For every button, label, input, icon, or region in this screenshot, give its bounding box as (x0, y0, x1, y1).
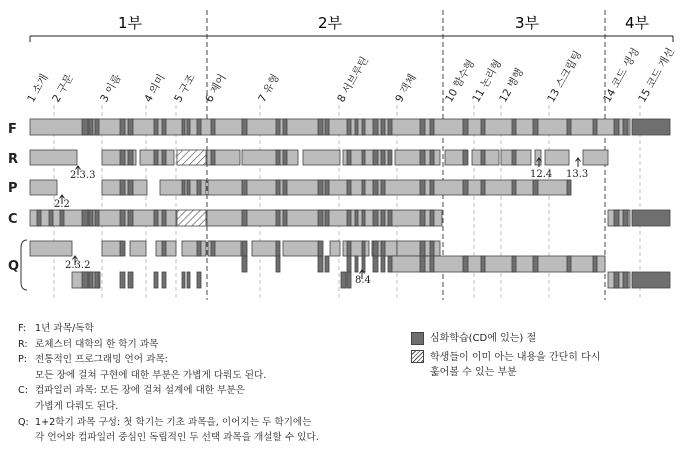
row-q-middle-advanced-segment (325, 256, 329, 272)
legend-text: 모든 장에 걸쳐 구현에 대한 부분은 가볍게 다뤄도 된다. (35, 369, 267, 381)
part-label-4: 4부 (624, 14, 650, 32)
row-f-advanced-segment (128, 119, 133, 135)
row-c-advanced-segment (154, 210, 158, 226)
annotation-12-4: 12.4 (530, 169, 553, 180)
row-c-advanced-segment (355, 210, 358, 226)
row-f-advanced-segment (82, 119, 88, 135)
row-q-middle-advanced-segment (567, 256, 571, 272)
row-f-advanced-segment (197, 119, 201, 135)
row-f-advanced-segment (567, 119, 571, 135)
chapter-label-9: 9 객체 (393, 72, 419, 105)
q-row-brace (21, 240, 27, 290)
row-q-lower-advanced-segment (154, 272, 158, 288)
row-q-middle-advanced-segment (463, 256, 468, 272)
row-c-advanced-segment (362, 210, 365, 226)
row-c-advanced-segment (430, 210, 434, 226)
part-label-3: 3부 (514, 14, 540, 32)
chapter-label-12: 12 병행 (497, 66, 527, 105)
row-c-advanced-segment (49, 210, 53, 226)
row-q-lower-advanced-segment (89, 272, 93, 288)
row-q-upper-segment (30, 241, 72, 256)
row-r-advanced-segment (347, 150, 351, 165)
chapter-label-1: 1 소개 (25, 72, 51, 105)
row-q-middle-advanced-segment (512, 256, 516, 272)
row-r-advanced-segment (211, 150, 215, 165)
legend-text: 전통적인 프로그래밍 언어 과목: (35, 354, 168, 366)
legend-key: R: (18, 338, 28, 350)
row-f-advanced-segment (154, 119, 158, 135)
row-f-advanced-segment (242, 119, 247, 135)
legend-row (18, 337, 398, 353)
row-c-advanced-segment (162, 210, 166, 226)
row-p-advanced-segment (347, 180, 351, 195)
row-p-advanced-segment (567, 180, 571, 195)
row-q-upper-segment (283, 241, 319, 256)
row-f-advanced-segment (276, 119, 280, 135)
row-p-advanced-segment (533, 180, 538, 195)
legend-key: P: (18, 354, 28, 366)
row-q-middle-advanced-segment (481, 256, 485, 272)
row-q-lower-advanced-segment (162, 272, 166, 288)
row-f-advanced-segment (593, 119, 597, 135)
legend-key: Q: (18, 416, 29, 428)
row-q-middle-advanced-segment (381, 256, 385, 272)
row-f-advanced-segment (211, 119, 215, 135)
row-label-p: P (8, 181, 18, 196)
row-c-advanced-segment (37, 210, 41, 226)
row-f-advanced-segment (318, 119, 323, 135)
row-r-advanced-segment (362, 150, 365, 165)
chapter-label-5: 5 구조 (172, 72, 198, 105)
row-q-lower-advanced-segment (347, 272, 351, 288)
row-r-advanced-segment (154, 150, 158, 165)
legend-text: 1+2학기 과목 구성: 첫 학기는 기초 과목을, 이어지는 두 학기에는 (35, 416, 312, 428)
row-q-upper-advanced-segment (347, 241, 351, 256)
row-q-upper-advanced-segment (430, 241, 434, 256)
row-q-upper-advanced-segment (120, 241, 125, 256)
row-label-r: R (8, 152, 19, 167)
chapter-label-2: 2 구문 (50, 72, 76, 105)
row-q-upper-advanced-segment (242, 241, 247, 256)
row-r-advanced-segment (128, 150, 133, 165)
row-q-upper-advanced-segment (420, 241, 425, 256)
row-q-lower-advanced-segment (187, 272, 190, 288)
row-f-advanced-segment (355, 119, 358, 135)
row-r-advanced-segment (276, 150, 280, 165)
row-f-advanced-segment (89, 119, 93, 135)
row-q-upper-advanced-segment (276, 241, 280, 256)
legend-text: 가볍게 다뤄도 된다. (35, 400, 119, 412)
row-q-middle-advanced-segment (242, 256, 247, 272)
legend-text: 각 언어와 컴파일러 중심인 독립적인 두 선택 과목을 개설할 수 있다. (35, 432, 319, 444)
row-q-lower-advanced-segment (632, 272, 670, 288)
legend-text: 로체스터 대학의 한 학기 과목 (35, 338, 159, 350)
row-p-advanced-segment (283, 180, 287, 195)
row-p-advanced-segment (373, 180, 378, 195)
row-q-middle-advanced-segment (362, 256, 365, 272)
legend-row (18, 415, 398, 431)
legend-text: 컴파일러 과목: 모든 장에 걸쳐 설계에 대한 부분은 (35, 385, 245, 397)
legend-row (18, 383, 398, 399)
annotation-13-3: 13.3 (566, 169, 589, 180)
row-q-upper-advanced-segment (162, 241, 166, 256)
legend-key (18, 399, 35, 415)
row-q-lower-advanced-segment (197, 272, 201, 288)
part-label-2: 2부 (317, 14, 343, 32)
chapter-label-6: 6 제어 (203, 72, 229, 105)
row-c-advanced-segment (283, 210, 287, 226)
key-review-line-1: 학생들이 이미 아는 내용을 간단히 다시 (430, 352, 601, 363)
row-p-segment (30, 180, 57, 195)
row-c-advanced-segment (318, 210, 323, 226)
row-r-segment (535, 150, 541, 165)
row-r-segment (583, 150, 608, 165)
legend-key: F: (18, 323, 27, 334)
row-q-lower-advanced-segment (623, 272, 628, 288)
row-q-upper-advanced-segment (318, 241, 323, 256)
row-q-lower-advanced-segment (182, 272, 185, 288)
row-f-advanced-segment (512, 119, 516, 135)
chapter-label-3: 3 이름 (98, 72, 124, 105)
row-c-advanced-segment (623, 210, 628, 226)
annotation-13-3-arrow (576, 158, 581, 167)
key-advanced-text: 심화학습(CD에 있는) 절 (430, 333, 537, 344)
row-c-advanced-segment (82, 210, 88, 226)
row-f-advanced-segment (614, 119, 619, 135)
legend-row (18, 368, 398, 384)
row-f-advanced-segment (362, 119, 365, 135)
row-f-advanced-segment (373, 119, 378, 135)
row-p-advanced-segment (128, 180, 133, 195)
row-c-advanced-segment (614, 210, 619, 226)
row-f-advanced-segment (95, 119, 99, 135)
row-q-upper-advanced-segment (197, 241, 201, 256)
dark-swatch (411, 332, 424, 345)
row-p-advanced-segment (362, 180, 365, 195)
row-q-middle-advanced-segment (533, 256, 538, 272)
row-q-upper-advanced-segment (381, 241, 385, 256)
row-p-advanced-segment (512, 180, 516, 195)
chapter-label-11: 11 논리형 (470, 57, 505, 105)
row-p-advanced-segment (182, 180, 185, 195)
row-q-middle-advanced-segment (276, 256, 280, 272)
legend-key: C: (18, 385, 28, 397)
row-q-middle-advanced-segment (420, 256, 425, 272)
row-c-advanced-segment (95, 210, 99, 226)
row-q-upper-segment (102, 241, 122, 256)
row-c-advanced-segment (373, 210, 378, 226)
row-r-segment (242, 150, 298, 165)
row-r-advanced-segment (162, 150, 166, 165)
row-r-advanced-segment (381, 150, 385, 165)
row-r-segment (303, 150, 340, 165)
row-q-middle-advanced-segment (593, 256, 597, 272)
row-c-advanced-segment (420, 210, 425, 226)
row-q-upper-segment (182, 241, 206, 256)
chapter-label-13: 13 스크립팅 (545, 48, 585, 105)
chapter-label-4: 4 의미 (142, 72, 168, 105)
legend-row (18, 321, 398, 337)
row-p-advanced-segment (463, 180, 468, 195)
row-q-upper-advanced-segment (211, 241, 215, 256)
row-r-advanced-segment (512, 150, 516, 165)
row-r-advanced-segment (373, 150, 378, 165)
annotation-2-3-3: 2.3.3 (70, 170, 96, 181)
row-q-upper-segment (252, 241, 278, 256)
row-q-upper-advanced-segment (362, 241, 365, 256)
row-p-advanced-segment (197, 180, 201, 195)
row-p-advanced-segment (242, 180, 247, 195)
row-r-advanced-segment (283, 150, 287, 165)
row-p-advanced-segment (430, 180, 434, 195)
row-c-advanced-segment (242, 210, 247, 226)
row-f-advanced-segment (420, 119, 425, 135)
row-q-lower-advanced-segment (341, 272, 346, 288)
row-r-advanced-segment (463, 150, 468, 165)
hatch-swatch (411, 350, 424, 363)
key-review (411, 350, 600, 380)
legend-key (18, 368, 35, 384)
chapter-label-10: 10 함수형 (443, 57, 478, 105)
legend-row (18, 399, 398, 415)
row-q-lower-advanced-segment (614, 272, 619, 288)
row-q-lower-advanced-segment (82, 272, 88, 288)
row-q-middle-advanced-segment (355, 256, 358, 272)
row-q-upper-segment (130, 241, 146, 256)
row-f-advanced-segment (463, 119, 468, 135)
row-q-lower-advanced-segment (120, 272, 125, 288)
row-c-advanced-segment (128, 210, 133, 226)
row-q-upper-segment (330, 241, 340, 256)
legend-text: 1년 과목/독학 (35, 323, 94, 334)
row-r-review-segment (177, 150, 206, 165)
course-legend (18, 321, 398, 446)
row-label-f: F (8, 122, 17, 137)
row-f-advanced-segment (381, 119, 385, 135)
row-q-middle-advanced-segment (347, 256, 351, 272)
legend-key (18, 430, 35, 446)
row-q-middle-advanced-segment (430, 256, 434, 272)
row-p-advanced-segment (325, 180, 329, 195)
row-r-advanced-segment (388, 150, 392, 165)
annotation-8-4: 8.4 (355, 275, 371, 286)
row-label-c: C (8, 212, 18, 227)
row-q-middle-advanced-segment (373, 256, 378, 272)
row-r-segment (545, 150, 569, 165)
row-f-advanced-segment (347, 119, 351, 135)
row-q-upper-advanced-segment (373, 241, 378, 256)
row-q-lower-advanced-segment (95, 272, 99, 288)
row-c-advanced-segment (381, 210, 385, 226)
row-r-advanced-segment (430, 150, 434, 165)
row-q-middle-advanced-segment (318, 256, 323, 272)
chapter-label-15: 15 코드 개선 (636, 46, 677, 105)
row-p-advanced-segment (276, 180, 280, 195)
row-c-review-segment (177, 210, 206, 226)
coverage-bars (30, 119, 670, 288)
key-review-line-2: 훑어볼 수 있는 부분 (430, 367, 517, 378)
row-p-advanced-segment (187, 180, 190, 195)
row-f-advanced-segment (187, 119, 190, 135)
row-f-advanced-segment (430, 119, 434, 135)
row-c-advanced-segment (276, 210, 280, 226)
row-f-advanced-segment (162, 119, 166, 135)
chapter-label-14: 14 코드 생성 (601, 46, 642, 105)
chapter-labels (24, 46, 677, 105)
row-q-lower-advanced-segment (128, 272, 133, 288)
row-c-advanced-segment (325, 210, 329, 226)
row-c-advanced-segment (89, 210, 93, 226)
chapter-label-7: 7 유형 (256, 72, 282, 105)
row-q-middle-advanced-segment (388, 256, 392, 272)
row-c-advanced-segment (632, 210, 670, 226)
row-r-advanced-segment (120, 150, 125, 165)
row-c-advanced-segment (120, 210, 125, 226)
row-r-segment (30, 150, 77, 165)
row-f-advanced-segment (481, 119, 485, 135)
row-r-advanced-segment (420, 150, 425, 165)
row-c-advanced-segment (347, 210, 351, 226)
key-advanced (411, 331, 536, 346)
key-review-text (430, 350, 600, 380)
row-f-advanced-segment (120, 119, 125, 135)
row-r-advanced-segment (481, 150, 485, 165)
row-f-advanced-segment (283, 119, 287, 135)
legend-row (18, 430, 398, 446)
row-f-advanced-segment (632, 119, 670, 135)
row-r-segment (472, 150, 499, 165)
row-f-advanced-segment (388, 119, 392, 135)
row-p-advanced-segment (481, 180, 485, 195)
row-p-advanced-segment (120, 180, 125, 195)
row-label-q: Q (8, 259, 20, 274)
row-c-advanced-segment (60, 210, 64, 226)
row-p-advanced-segment (318, 180, 323, 195)
row-f-advanced-segment (182, 119, 185, 135)
row-f-advanced-segment (623, 119, 628, 135)
row-f-advanced-segment (325, 119, 329, 135)
part-label-1: 1부 (117, 14, 143, 32)
row-f-advanced-segment (533, 119, 538, 135)
row-p-advanced-segment (420, 180, 425, 195)
annotation-2-2: 2.2 (54, 199, 70, 210)
row-c-advanced-segment (388, 210, 392, 226)
row-p-advanced-segment (381, 180, 385, 195)
chapter-label-8: 8 서브루틴 (335, 54, 371, 105)
annotation-2-3-2: 2.3.2 (65, 260, 91, 271)
legend-row (18, 352, 398, 368)
